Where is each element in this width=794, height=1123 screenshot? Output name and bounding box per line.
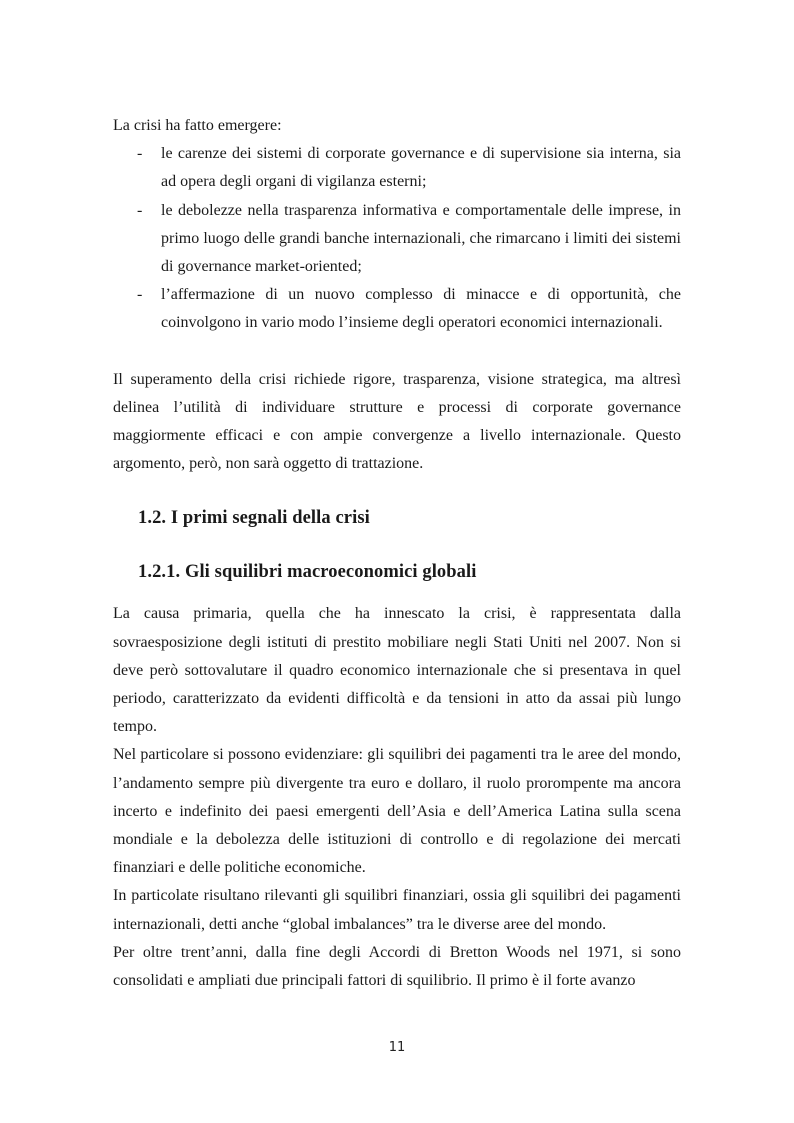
- bullet-dash: -: [137, 286, 143, 304]
- list-item: [113, 281, 681, 337]
- section-heading: 1.2. I primi segnali della crisi: [138, 508, 370, 529]
- bullet-dash: -: [137, 201, 143, 219]
- paragraph-overcome-crisis: Il superamento della crisi richiede rigore, trasparenza, visione strategica, ma altresì delinea l’utilità di individuare strutture e processi di corporate governance maggiormente efficaci e con ampie convergenze a livello internazionale. Questo argomento, però, non sarà oggetto di trattazione.: [113, 370, 681, 473]
- intro-line: La crisi ha fatto emergere:: [113, 117, 282, 134]
- bullet-dash: -: [137, 145, 143, 163]
- list-item: [113, 197, 681, 282]
- list-item: [113, 140, 681, 196]
- page-number: 11: [388, 1040, 406, 1055]
- crisis-effects-list: [113, 140, 681, 337]
- page-body: [113, 112, 681, 995]
- paragraph: Per oltre trent’anni, dalla fine degli Accordi di Bretton Woods nel 1971, si sono consolidati e ampliati due principali fattori di squilibrio. Il primo è il forte avanzo: [113, 943, 681, 990]
- paragraph: Nel particolare si possono evidenziare: gli squilibri dei pagamenti tra le aree del mondo, l’andamento sempre più divergente tra euro e dollaro, il ruolo prorompente ma ancora incerto e indefinito dei paesi emergenti dell’Asia e dell’America Latina sulla scena mondiale e la debolezza delle istituzioni di controllo e di regolazione dei mercati finanziari e delle politiche economiche.: [113, 746, 681, 877]
- list-item-text: l’affermazione di un nuovo complesso di minacce e di opportunità, che coinvolgono in vario modo l’insieme degli operatori economici internazionali.: [161, 286, 681, 332]
- paragraph: In particolate risultano rilevanti gli squilibri finanziari, ossia gli squilibri dei pagamenti internazionali, detti anche “global imbalances” tra le diverse aree del mondo.: [113, 887, 681, 933]
- subsection-heading: 1.2.1. Gli squilibri macroeconomici globali: [138, 562, 477, 583]
- list-item-text: le carenze dei sistemi di corporate governance e di supervisione sia interna, sia ad opera degli organi di vigilanza esterni;: [161, 145, 681, 191]
- paragraph: La causa primaria, quella che ha innescato la crisi, è rappresentata dalla sovraesposizione degli istituti di prestito mobiliare negli Stati Uniti nel 2007. Non si deve però sottovalutare il quadro economico internazionale che si presentava in quel periodo, caratterizzato da evidenti difficoltà e da tensioni in atto da assai più lungo tempo.: [113, 605, 681, 736]
- list-item-text: le debolezze nella trasparenza informativa e comportamentale delle imprese, in primo luogo delle grandi banche internazionali, che rimarcano i limiti dei sistemi di governance market-oriented;: [161, 201, 681, 276]
